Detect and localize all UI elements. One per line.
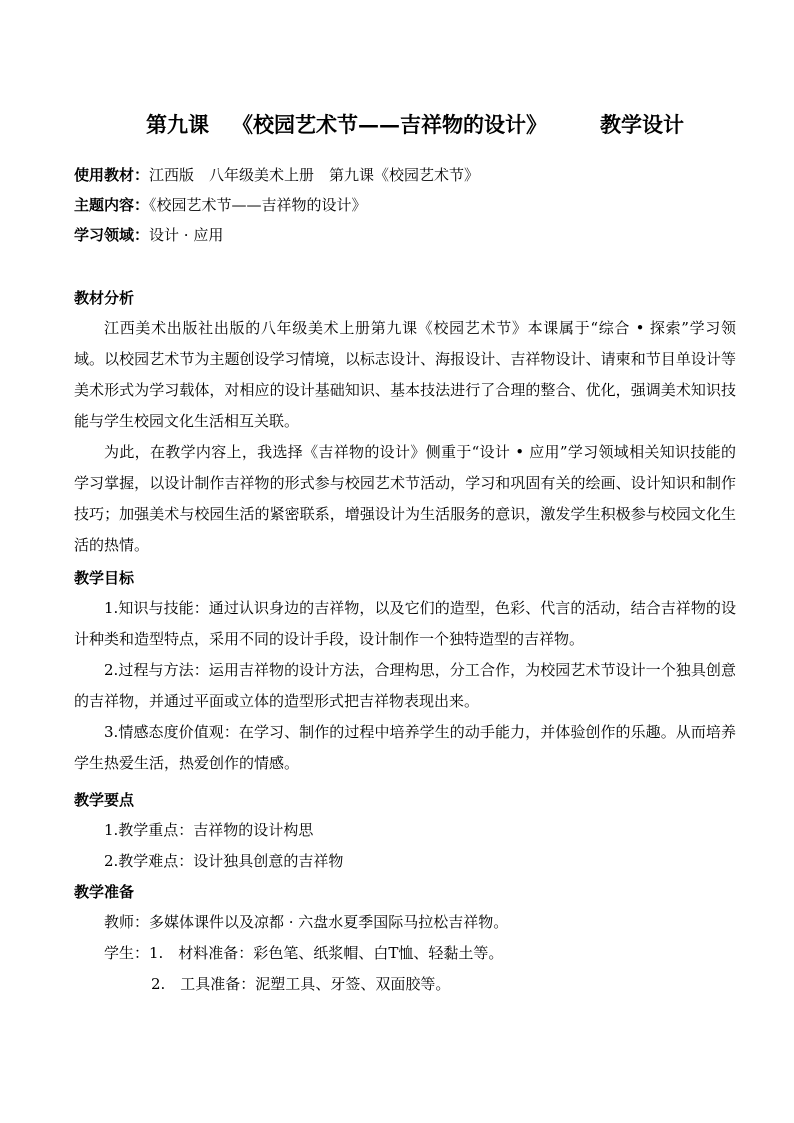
title-suffix: 教学设计 bbox=[600, 112, 684, 137]
meta-value: 江西版 八年级美术上册 第九课《校园艺术节》 bbox=[149, 166, 480, 184]
section-heading: 教材分析 bbox=[74, 289, 135, 307]
meta-row-textbook bbox=[74, 160, 736, 190]
meta-label: 使用教材： bbox=[74, 166, 150, 184]
prep-student-materials: 学生：1. 材料准备：彩色笔、纸浆帽、白T恤、轻黏土等。 bbox=[104, 944, 504, 962]
meta-label: 学习领域： bbox=[74, 226, 150, 244]
paragraph: 江西美术出版社出版的八年级美术上册第九课《校园艺术节》本课属于“综合 • 探索”学习领域。以校园艺术节为主题创设学习情境，以标志设计、海报设计、吉祥物设计、请柬和节目单设计等美术形式为学习载体，对相应的设计基础知识、基本技法进行了合理的整合、优化，强调美术知识技能与学生校园文化生活相互关联。 bbox=[74, 319, 736, 430]
meta-row-topic bbox=[74, 190, 736, 220]
goals-section bbox=[74, 563, 736, 779]
prep-student-tools: 2. 工具准备：泥塑工具、牙签、双面胶等。 bbox=[151, 975, 451, 993]
keypoint-item: 1.教学重点：吉祥物的设计构思 bbox=[104, 821, 314, 839]
section-heading: 教学目标 bbox=[74, 569, 135, 587]
goal-item: 2.过程与方法：运用吉祥物的设计方法，合理构思，分工合作，为校园艺术节设计一个独具创意的吉祥物，并通过平面或立体的造型形式把吉祥物表现出来。 bbox=[74, 661, 736, 710]
keypoint-item: 2.教学难点：设计独具创意的吉祥物 bbox=[104, 852, 344, 870]
meta-value: 设计 · 应用 bbox=[149, 226, 224, 244]
analysis-section bbox=[74, 283, 736, 561]
meta-value: 《校园艺术节——吉祥物的设计》 bbox=[149, 196, 367, 214]
title-topic: 《校园艺术节——吉祥物的设计》 bbox=[232, 112, 547, 137]
prep-section bbox=[74, 877, 736, 1000]
section-heading: 教学准备 bbox=[74, 883, 135, 901]
meta-section bbox=[74, 160, 736, 250]
goal-item: 3.情感态度价值观：在学习、制作的过程中培养学生的动手能力，并体验创作的乐趣。从而培养学生热爱生活，热爱创作的情感。 bbox=[74, 723, 736, 772]
goal-item: 1.知识与技能：通过认识身边的吉祥物，以及它们的造型，色彩、代言的活动，结合吉祥物的设计种类和造型特点，采用不同的设计手段，设计制作一个独特造型的吉祥物。 bbox=[74, 599, 736, 648]
keypoints-section bbox=[74, 785, 736, 877]
paragraph: 为此，在教学内容上，我选择《吉祥物的设计》侧重于“设计 • 应用”学习领域相关知识技能的学习掌握，以设计制作吉祥物的形式参与校园艺术节活动，学习和巩固有关的绘画、设计知识和制作技巧；加强美术与校园生活的紧密联系，增强设计为生活服务的意识，激发学生积极参与校园文化生活的热情。 bbox=[74, 443, 736, 554]
prep-teacher: 教师：多媒体课件以及凉都 · 六盘水夏季国际马拉松吉祥物。 bbox=[104, 913, 509, 931]
section-heading: 教学要点 bbox=[74, 791, 135, 809]
meta-row-domain bbox=[74, 220, 736, 250]
meta-label: 主题内容： bbox=[74, 196, 150, 214]
title-lesson: 第九课 bbox=[146, 112, 209, 137]
